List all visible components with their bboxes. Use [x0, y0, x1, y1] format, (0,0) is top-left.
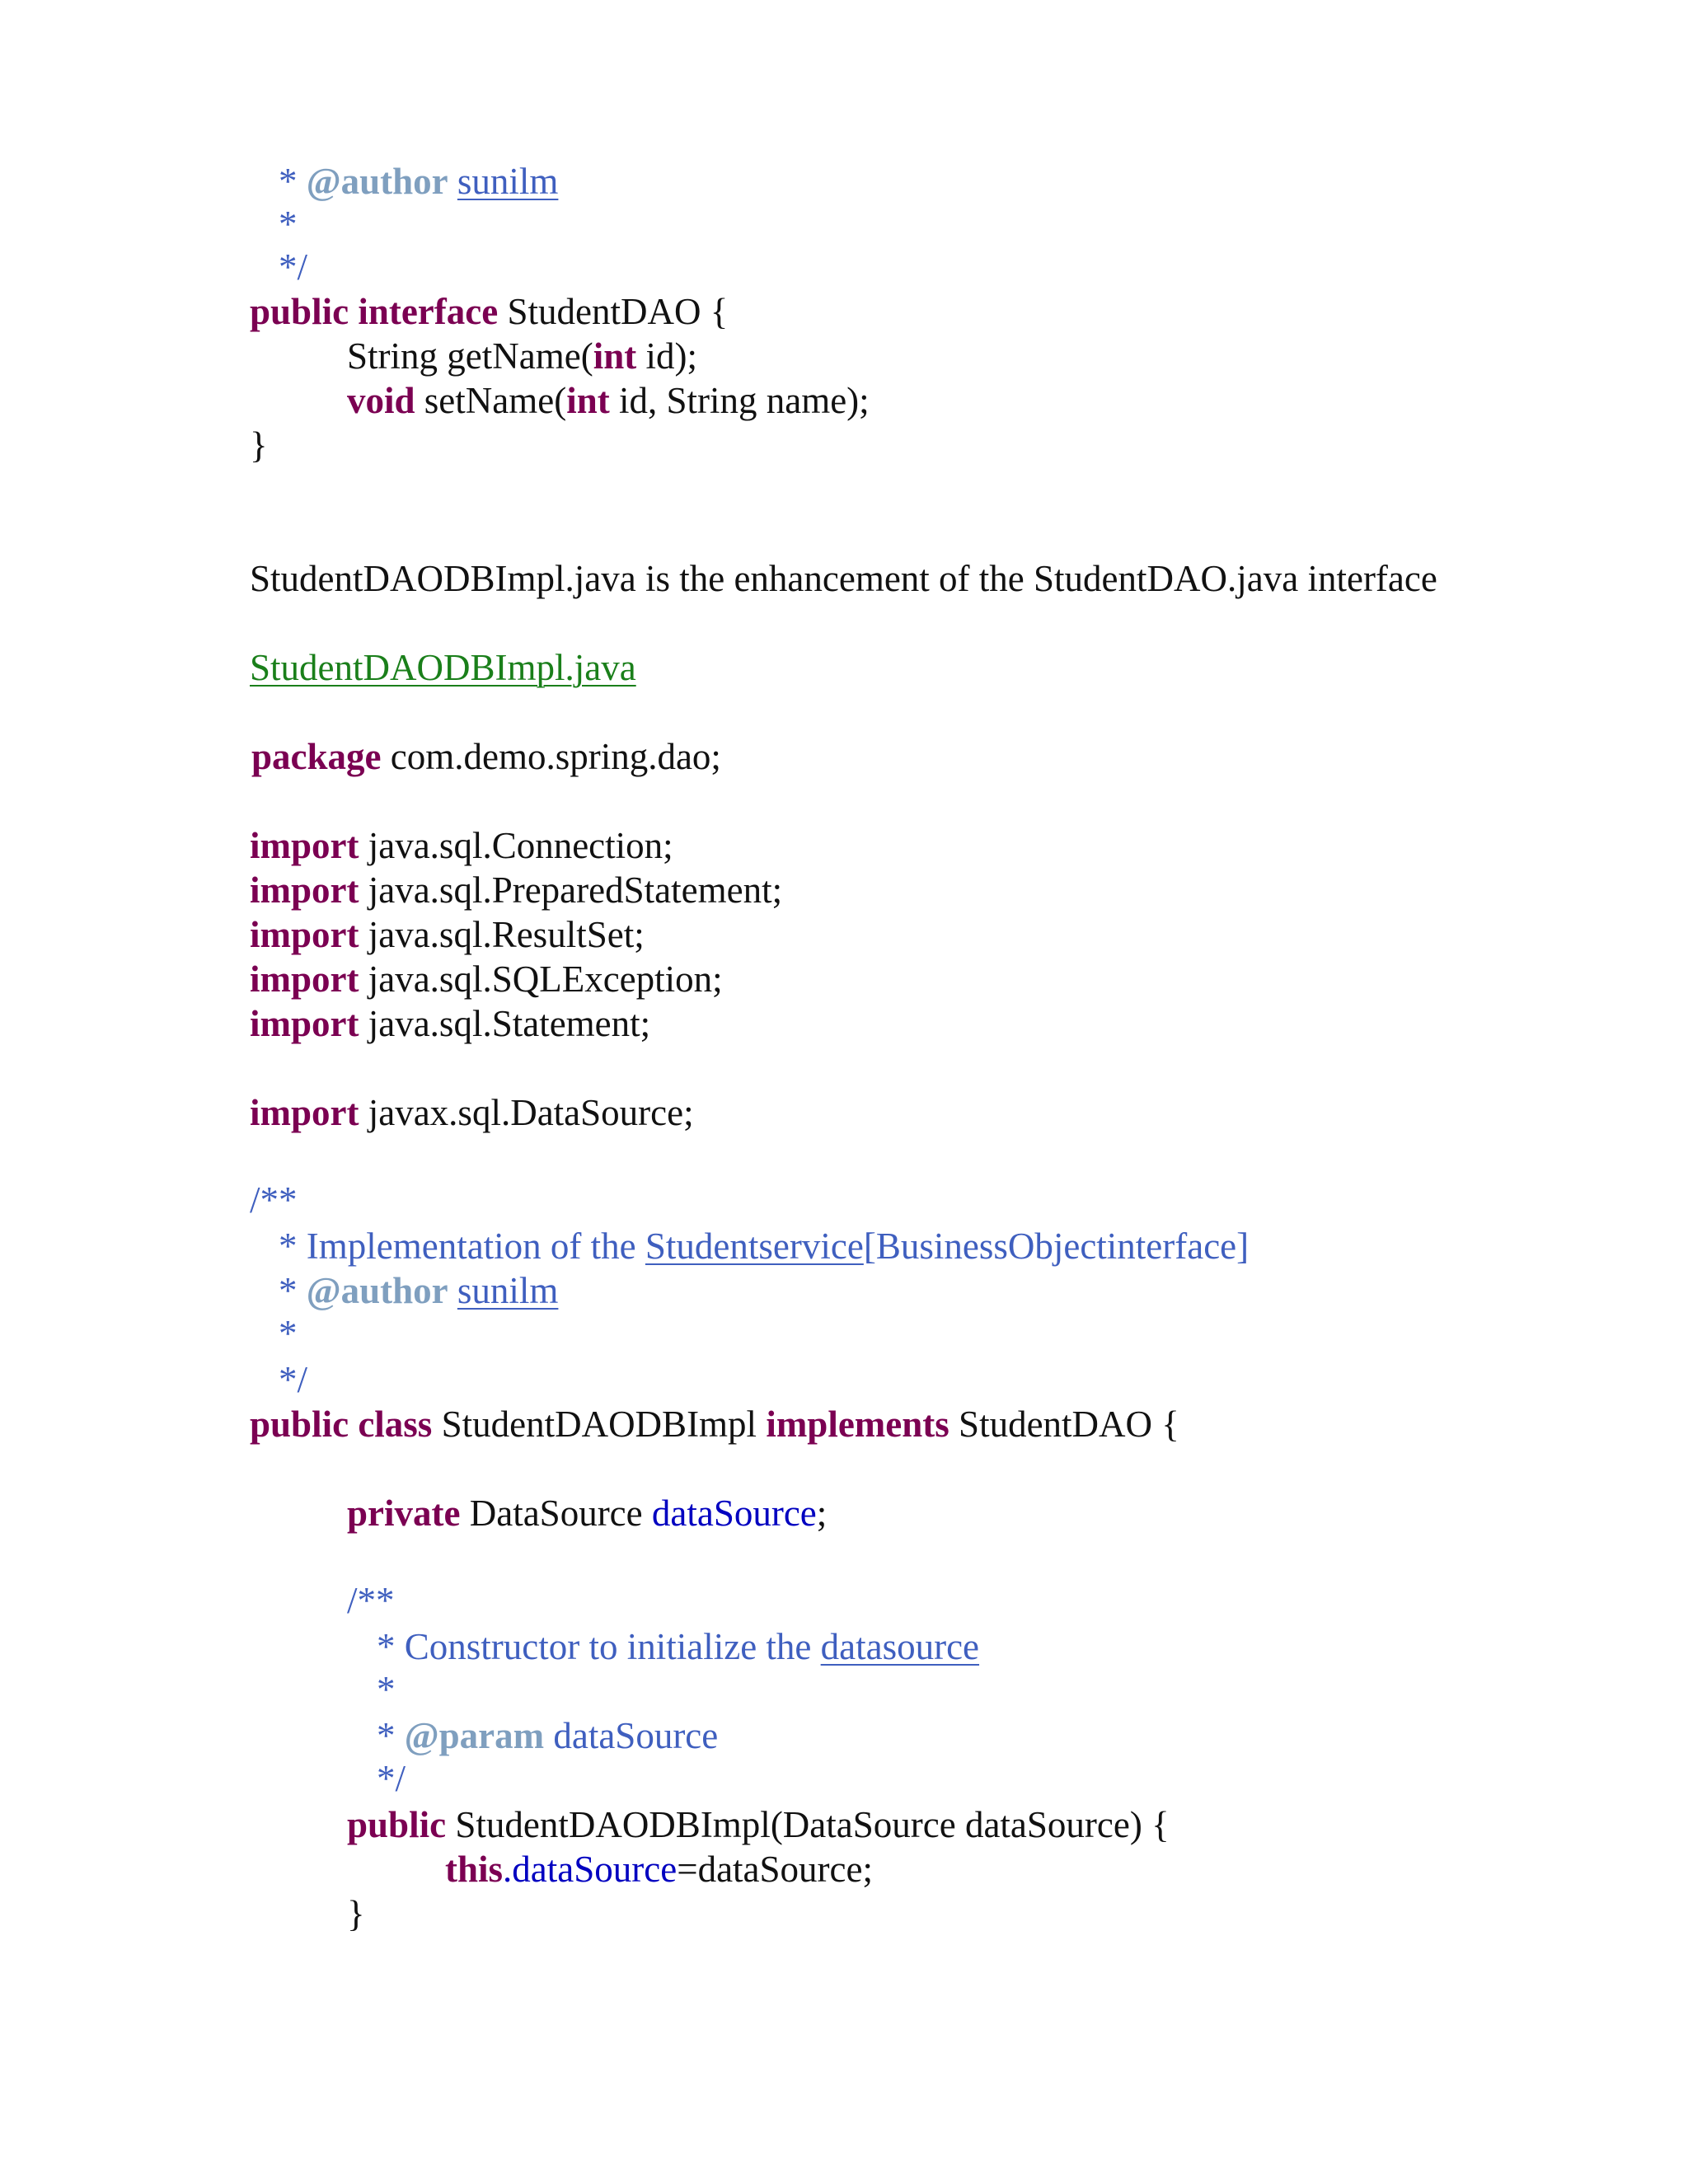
javadoc-author-tag: @author [306, 161, 448, 202]
keyword-int: int [593, 335, 637, 377]
interface-declaration [250, 293, 728, 330]
keyword-void: void [347, 380, 415, 421]
javadoc-close-line: */ [377, 1758, 406, 1799]
package-name: com.demo.spring.dao; [381, 736, 721, 777]
assignment: =dataSource; [677, 1849, 873, 1890]
javadoc-star: * [279, 161, 307, 202]
field-declaration [347, 1495, 827, 1532]
file-name-link[interactable]: StudentDAODBImpl.java [250, 647, 636, 688]
import-line [250, 1094, 694, 1132]
import-line [250, 827, 673, 865]
author-name: sunilm [457, 1270, 559, 1311]
keyword-public: public [347, 1804, 447, 1845]
package-declaration [251, 738, 721, 776]
javadoc-open: /** [347, 1580, 395, 1621]
keyword-import: import [250, 958, 359, 1000]
javadoc-description-line [377, 1626, 980, 1667]
javadoc-star-line: * [279, 204, 298, 245]
keyword-class: class [358, 1404, 433, 1445]
javadoc-text: [BusinessObjectinterface] [863, 1226, 1250, 1267]
import-path: java.sql.Statement; [359, 1003, 651, 1044]
dot: . [503, 1849, 513, 1890]
author-name: sunilm [457, 161, 559, 202]
field-name: dataSource [512, 1849, 678, 1890]
implemented-interface: StudentDAO { [949, 1404, 1179, 1445]
constructor-body-line [445, 1851, 873, 1888]
method-signature-end: id); [636, 335, 697, 377]
keyword-import: import [250, 914, 359, 955]
keyword-public: public [250, 291, 349, 332]
keyword-implements: implements [766, 1404, 950, 1445]
import-path: java.sql.Connection; [359, 825, 673, 866]
javadoc-close-line: */ [279, 1359, 308, 1400]
javadoc-star: * [279, 1270, 307, 1311]
interface-close-brace: } [250, 424, 268, 466]
import-path: java.sql.ResultSet; [359, 914, 645, 955]
method-getname [347, 335, 697, 377]
import-path: javax.sql.DataSource; [359, 1092, 694, 1133]
import-line [250, 916, 645, 954]
javadoc-author-tag: @author [306, 1270, 448, 1311]
javadoc-open: /** [250, 1179, 298, 1221]
import-line [250, 958, 723, 1000]
javadoc-text: * Implementation of the [279, 1226, 645, 1267]
javadoc-star-line: * [377, 1669, 396, 1710]
import-line [250, 869, 783, 911]
keyword-import: import [250, 825, 359, 866]
javadoc-close-line: */ [279, 246, 308, 288]
keyword-import: import [250, 1092, 359, 1133]
import-path: java.sql.PreparedStatement; [359, 869, 783, 911]
javadoc-param-tag: @param [404, 1715, 545, 1756]
import-path: java.sql.SQLException; [359, 958, 723, 1000]
param-name: dataSource [544, 1715, 719, 1756]
method-signature-end: id, String name); [609, 380, 870, 421]
description-sentence: StudentDAODBImpl.java is the enhancement of the StudentDAO.java interface [250, 558, 1437, 599]
method-signature-start: setName( [415, 380, 567, 421]
keyword-import: import [250, 869, 359, 911]
keyword-this: this [445, 1849, 504, 1890]
method-signature-start: String getName( [347, 335, 593, 377]
keyword-int: int [566, 380, 610, 421]
javadoc-author-line [279, 163, 558, 200]
keyword-public: public [250, 1404, 349, 1445]
javadoc-star: * [377, 1715, 405, 1756]
keyword-interface: interface [358, 291, 499, 332]
semicolon: ; [816, 1493, 828, 1534]
field-name: dataSource [651, 1493, 817, 1534]
javadoc-underlined-term: Studentservice [645, 1226, 864, 1267]
interface-name: StudentDAO { [498, 291, 729, 332]
javadoc-param-line [377, 1715, 719, 1756]
javadoc-underlined-term: datasource [820, 1626, 980, 1667]
class-name: StudentDAODBImpl [432, 1404, 767, 1445]
javadoc-text: * Constructor to initialize the [377, 1626, 821, 1667]
import-line [250, 1005, 650, 1043]
constructor-signature: StudentDAODBImpl(DataSource dataSource) { [446, 1804, 1170, 1845]
keyword-private: private [347, 1493, 461, 1534]
javadoc-description-line [279, 1228, 1249, 1265]
keyword-package: package [251, 736, 382, 777]
method-setname [347, 382, 870, 419]
keyword-import: import [250, 1003, 359, 1044]
javadoc-star-line: * [279, 1313, 298, 1354]
field-type: DataSource [460, 1493, 652, 1534]
javadoc-author-line [279, 1272, 558, 1310]
constructor-close-brace: } [347, 1893, 365, 1934]
class-declaration [250, 1406, 1179, 1443]
constructor-declaration [347, 1804, 1170, 1845]
